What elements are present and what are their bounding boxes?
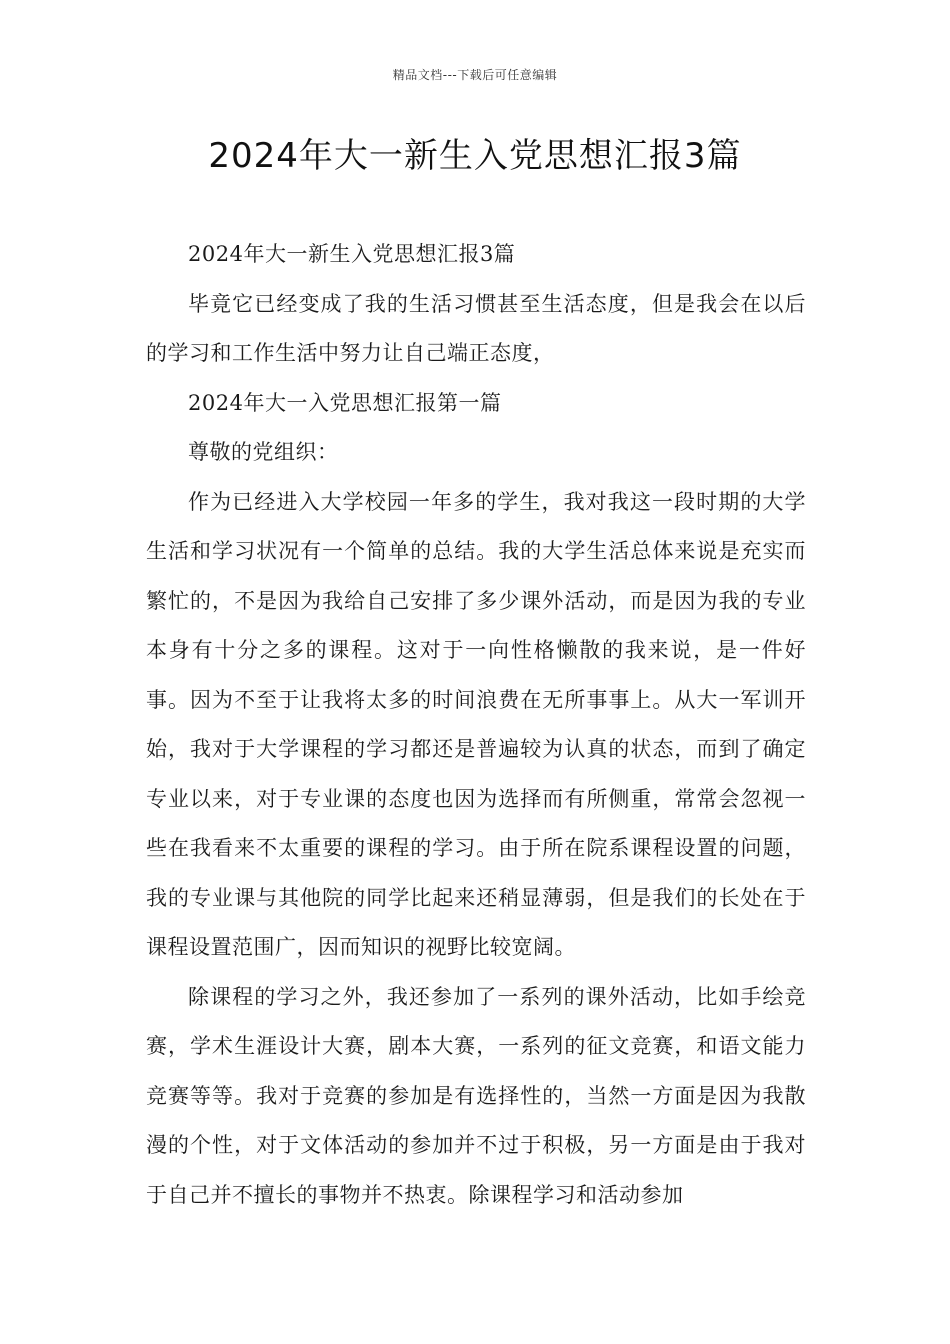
paragraph: 2024年大一入党思想汇报第一篇 [188,390,502,415]
document-title: 2024年大一新生入党思想汇报3篇 [208,136,742,176]
paragraph: 尊敬的党组织： [188,440,339,464]
paragraph: 毕竟它已经变成了我的生活习惯甚至生活态度，但是我会在以后的学习和工作生活中努力让自己端正态度， [146,291,806,365]
paragraph: 作为已经进入大学校园一年多的学生，我对我这一段时期的大学生活和学习状况有一个简单的总结。我的大学生活总体来说是充实而繁忙的，不是因为我给自己安排了多少课外活动，而是因为我的专业本身有十分之多的课程。这对于一向性格懒散的我来说，是一件好事。因为不至于让我将太多的时间浪费在无所事事上。从大一军训开始，我对于大学课程的学习都还是普遍较为认真的状态，而到了确定专业以来，对于专业课的态度也因为选择而有所侧重，常常会忽视一些在我看来不太重要的课程的学习。由于所在院系课程设置的问题，我的专业课与其他院的同学比起来还稍显薄弱，但是我们的长处在于课程设置范围广，因而知识的视野比较宽阔。 [146,489,806,959]
paragraph: 除课程的学习之外，我还参加了一系列的课外活动，比如手绘竞赛，学术生涯设计大赛，剧本大赛，一系列的征文竞赛，和语文能力竞赛等等。我对于竞赛的参加是有选择性的，当然一方面是因为我散漫的个性，对于文体活动的参加并不过于积极，另一方面是由于我对于自己并不擅长的事物并不热衷。除课程学习和活动参加 [146,984,806,1207]
header-note: 精品文档---下载后可任意编辑 [392,68,558,82]
paragraph: 2024年大一新生入党思想汇报3篇 [188,242,516,266]
document-body [146,230,806,1220]
